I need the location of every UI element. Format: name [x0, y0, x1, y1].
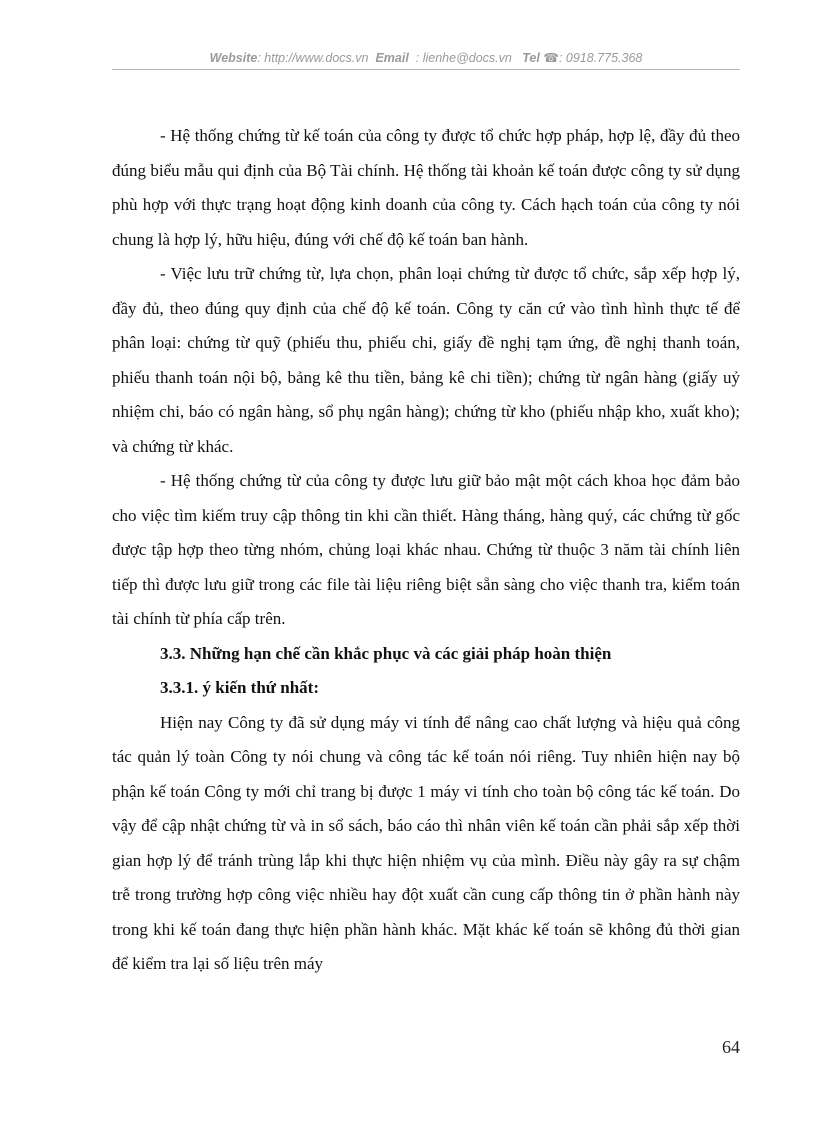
- website-value: : http://www.docs.vn: [257, 51, 369, 65]
- tel-label: Tel: [522, 51, 540, 65]
- paragraph-1: - Hệ thống chứng từ kế toán của công ty được tổ chức hợp pháp, hợp lệ, đầy đủ theo đúng biểu mẫu qui định của Bộ Tài chính. Hệ thống tài khoản kế toán được công ty sử dụng phù hợp với thực trạng hoạt động kinh doanh của công ty. Cách hạch toán của công ty nói chung là hợp lý, hữu hiệu, đúng với chế độ kế toán ban hành.: [112, 126, 740, 249]
- section-heading: 3.3. Những hạn chế cần khắc phục và các giải pháp hoàn thiện: [160, 643, 612, 663]
- email-value: : lienhe@docs.vn: [415, 51, 512, 65]
- subsection-heading: 3.3.1. ý kiến thứ nhất:: [160, 678, 319, 697]
- paragraph-2: - Việc lưu trữ chứng từ, lựa chọn, phân loại chứng từ được tổ chức, sắp xếp hợp lý, đầy đủ, theo đúng quy định của chế độ kế toán. Công ty căn cứ vào tình hình thực tế để phân loại: chứng từ quỹ (phiếu thu, phiếu chi, giấy đề nghị tạm ứng, đề nghị thanh toán, phiếu thanh toán nội bộ, bảng kê thu tiền, bảng kê chi tiền); chứng từ ngân hàng (giấy uỷ nhiệm chi, báo có ngân hàng, sổ phụ ngân hàng); chứng từ kho (phiếu nhập kho, xuất kho); và chứng từ khác.: [112, 264, 740, 456]
- page-header: [112, 50, 740, 65]
- website-label: Website: [209, 51, 258, 65]
- subsection-paragraph: Hiện nay Công ty đã sử dụng máy vi tính để nâng cao chất lượng và hiệu quả công tác quản lý toàn Công ty nói chung và công tác kế toán nói riêng. Tuy nhiên hiện nay bộ phận kế toán Công ty mới chỉ trang bị được 1 máy vi tính cho toàn bộ công tác kế toán. Do vậy để cập nhật chứng từ và in sổ sách, báo cáo thì nhân viên kế toán cần phải sắp xếp thời gian hợp lý để tránh trùng lắp khi thực hiện nhiệm vụ của mình. Điều này gây ra sự chậm trễ trong trường hợp công việc nhiều hay đột xuất cần cung cấp thông tin ở phần hành này trong khi kế toán đang thực hiện phần hành khác. Mặt khác kế toán sẽ không đủ thời gian để kiểm tra lại số liệu trên máy: [112, 712, 740, 973]
- phone-icon: ☎: [543, 51, 559, 65]
- tel-value: : 0918.775.368: [558, 51, 643, 65]
- page-number: 64: [722, 1037, 740, 1057]
- header-divider: [112, 69, 740, 70]
- paragraph-3: - Hệ thống chứng từ của công ty được lưu giữ bảo mật một cách khoa học đảm bảo cho việc tìm kiếm truy cập thông tin khi cần thiết. Hàng tháng, hàng quý, các chứng từ gốc được tập hợp theo từng nhóm, chủng loại khác nhau. Chứng từ thuộc 3 năm tài chính liên tiếp thì được lưu giữ trong các file tài liệu riêng biệt sẵn sàng cho việc thanh tra, kiểm toán tài chính từ phía cấp trên.: [112, 471, 740, 628]
- email-label: Email: [375, 51, 409, 65]
- document-body: [112, 119, 740, 982]
